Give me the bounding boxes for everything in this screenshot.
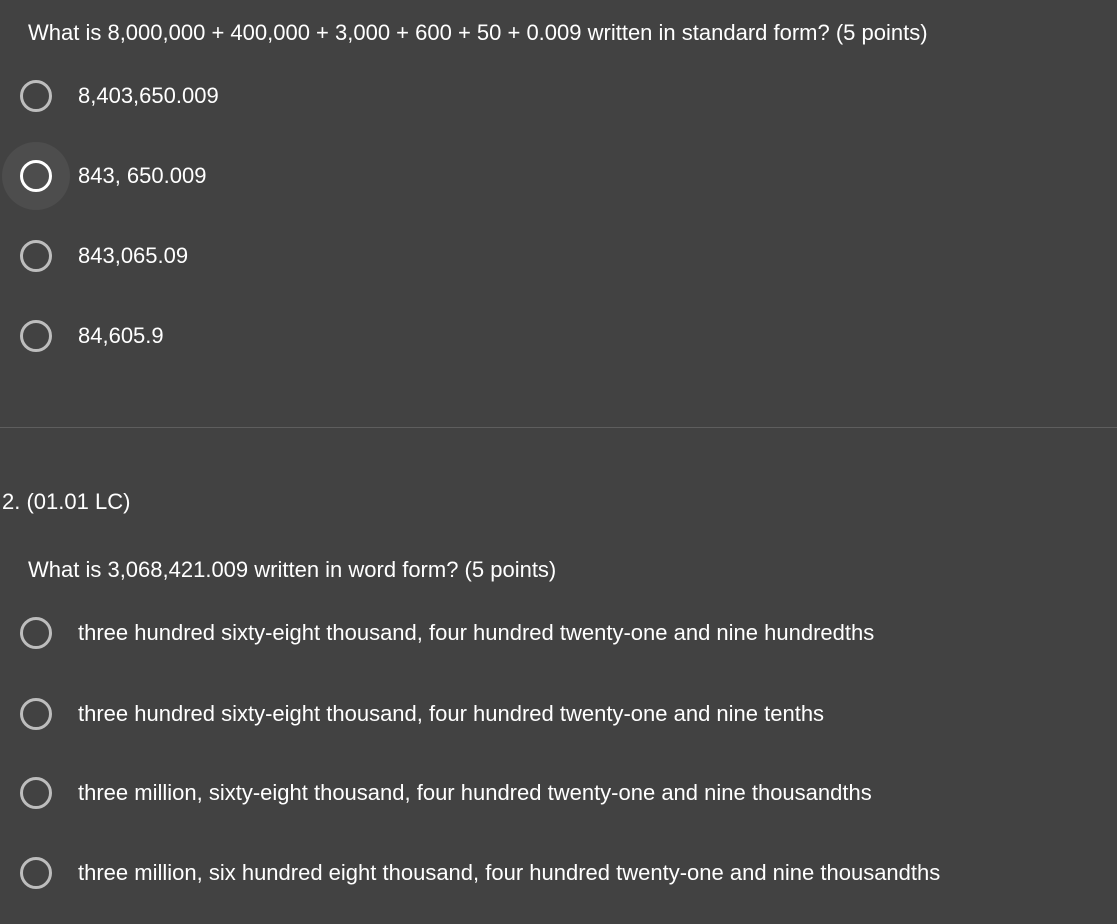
- question-2-option-1[interactable]: [0, 605, 1117, 661]
- radio-wrap: [2, 839, 70, 907]
- divider: [0, 427, 1117, 428]
- option-label: three hundred sixty-eight thousand, four hundred twenty-one and nine tenths: [78, 701, 825, 726]
- option-label: 8,403,650.009: [78, 83, 219, 108]
- radio-button[interactable]: [20, 80, 52, 112]
- option-label: 843,065.09: [78, 243, 189, 268]
- question-1-text: What is 8,000,000 + 400,000 + 3,000 + 600 + 50 + 0.009 written in standard form? (5 points): [28, 20, 928, 45]
- question-1-option-4[interactable]: [0, 308, 1117, 364]
- option-label: 843, 650.009: [78, 163, 207, 188]
- question-2-option-2[interactable]: [0, 686, 1117, 742]
- question-2-number: 2. (01.01 LC): [2, 489, 131, 514]
- radio-wrap: [2, 759, 70, 827]
- question-1-option-3[interactable]: [0, 228, 1117, 284]
- radio-wrap: [2, 302, 70, 370]
- radio-wrap: [2, 599, 70, 667]
- radio-wrap: [2, 142, 70, 210]
- question-2-option-4[interactable]: [0, 845, 1117, 901]
- question-1-option-1[interactable]: [0, 68, 1117, 124]
- radio-button[interactable]: [20, 160, 52, 192]
- question-1-option-2[interactable]: [0, 148, 1117, 204]
- radio-wrap: [2, 222, 70, 290]
- radio-button[interactable]: [20, 240, 52, 272]
- radio-wrap: [2, 62, 70, 130]
- radio-wrap: [2, 680, 70, 748]
- question-2-option-3[interactable]: [0, 765, 1117, 821]
- radio-button[interactable]: [20, 698, 52, 730]
- radio-button[interactable]: [20, 777, 52, 809]
- option-label: three hundred sixty-eight thousand, four hundred twenty-one and nine hundredths: [78, 620, 875, 645]
- radio-button[interactable]: [20, 320, 52, 352]
- question-2-text: What is 3,068,421.009 written in word form? (5 points): [28, 557, 557, 582]
- radio-button[interactable]: [20, 857, 52, 889]
- option-label: 84,605.9: [78, 323, 164, 348]
- radio-button[interactable]: [20, 617, 52, 649]
- option-label: three million, sixty-eight thousand, four hundred twenty-one and nine thousandths: [78, 780, 872, 805]
- option-label: three million, six hundred eight thousand, four hundred twenty-one and nine thousandths: [78, 860, 941, 885]
